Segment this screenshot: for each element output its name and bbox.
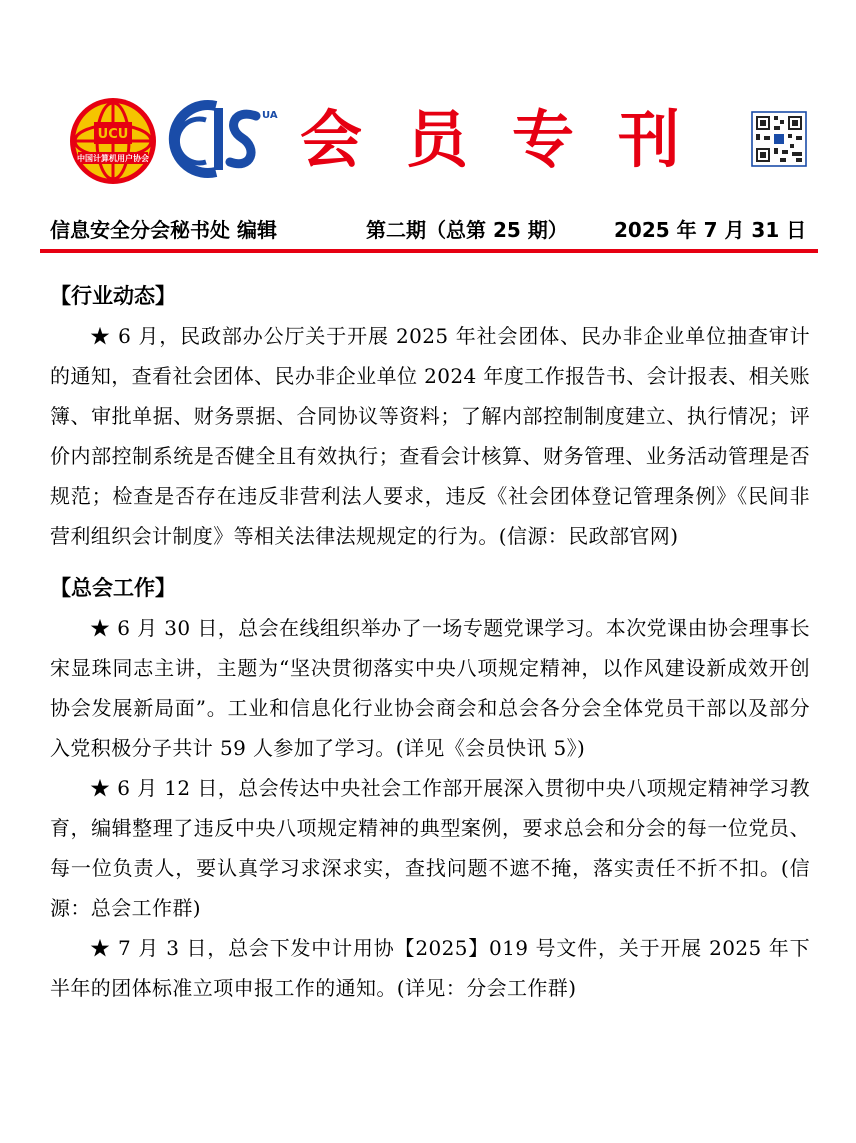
qr-code-icon <box>752 112 806 166</box>
cucu-logo-text: 中国计算机用户协会 <box>77 154 149 163</box>
masthead <box>0 88 856 188</box>
section-heading-association: 【总会工作】 <box>50 576 176 600</box>
isua-logo-sup: UA <box>262 110 278 121</box>
news-item: ★ 7 月 3 日，总会下发中计用协【2025】019 号文件，关于开展 2025 年下半年的团体标准立项申报工作的通知。(详见：分会工作群) <box>50 936 810 1000</box>
news-item: ★ 6 月 30 日，总会在线组织举办了一场专题党课学习。本次党课由协会理事长宋显珠同志主讲，主题为“坚决贯彻落实中央八项规定精神，以作风建设新成效开创协会发展新局面”。工业和信息化行业协会商会和总会各分会全体党员干部以及部分入党积极分子共计 59 人参加了学习。(详见《会员快讯 5》) <box>50 616 810 760</box>
cucu-logo-icon <box>68 96 158 186</box>
issue-date: 2025 年 7 月 31 日 <box>614 218 807 242</box>
section-heading-industry: 【行业动态】 <box>50 284 176 308</box>
isua-logo-icon <box>176 100 276 178</box>
news-item: ★ 6 月，民政部办公厅关于开展 2025 年社会团体、民办非企业单位抽查审计的通知，查看社会团体、民办非企业单位 2024 年度工作报告书、会计报表、相关账簿、审批单据、财务票据、合同协议等资料；了解内部控制制度建立、执行情况；评价内部控制系统是否健全且有效执行；查看会计核算、财务管理、业务活动管理是否规范；检查是否存在违反非营利法人要求，违反《社会团体登记管理条例》《民间非营利组织会计制度》等相关法律法规规定的行为。(信源：民政部官网) <box>50 324 810 548</box>
svg-text:UCU: UCU <box>97 127 129 142</box>
issue-number: 第二期（总第 25 期） <box>366 218 568 242</box>
header-divider <box>40 249 818 253</box>
isua-logo-text: IS <box>176 100 178 101</box>
editor-credit: 信息安全分会秘书处 编辑 <box>50 218 277 242</box>
news-item: ★ 6 月 12 日，总会传达中央社会工作部开展深入贯彻中央八项规定精神学习教育，编辑整理了违反中央八项规定精神的典型案例，要求总会和分会的每一位党员、每一位负责人，要认真学习求深求实，查找问题不遮不掩，落实责任不折不扣。(信源：总会工作群) <box>50 776 810 920</box>
newsletter-body <box>50 276 810 1008</box>
publication-title: 会员专刊 <box>300 103 725 176</box>
issue-info-bar <box>50 213 810 247</box>
